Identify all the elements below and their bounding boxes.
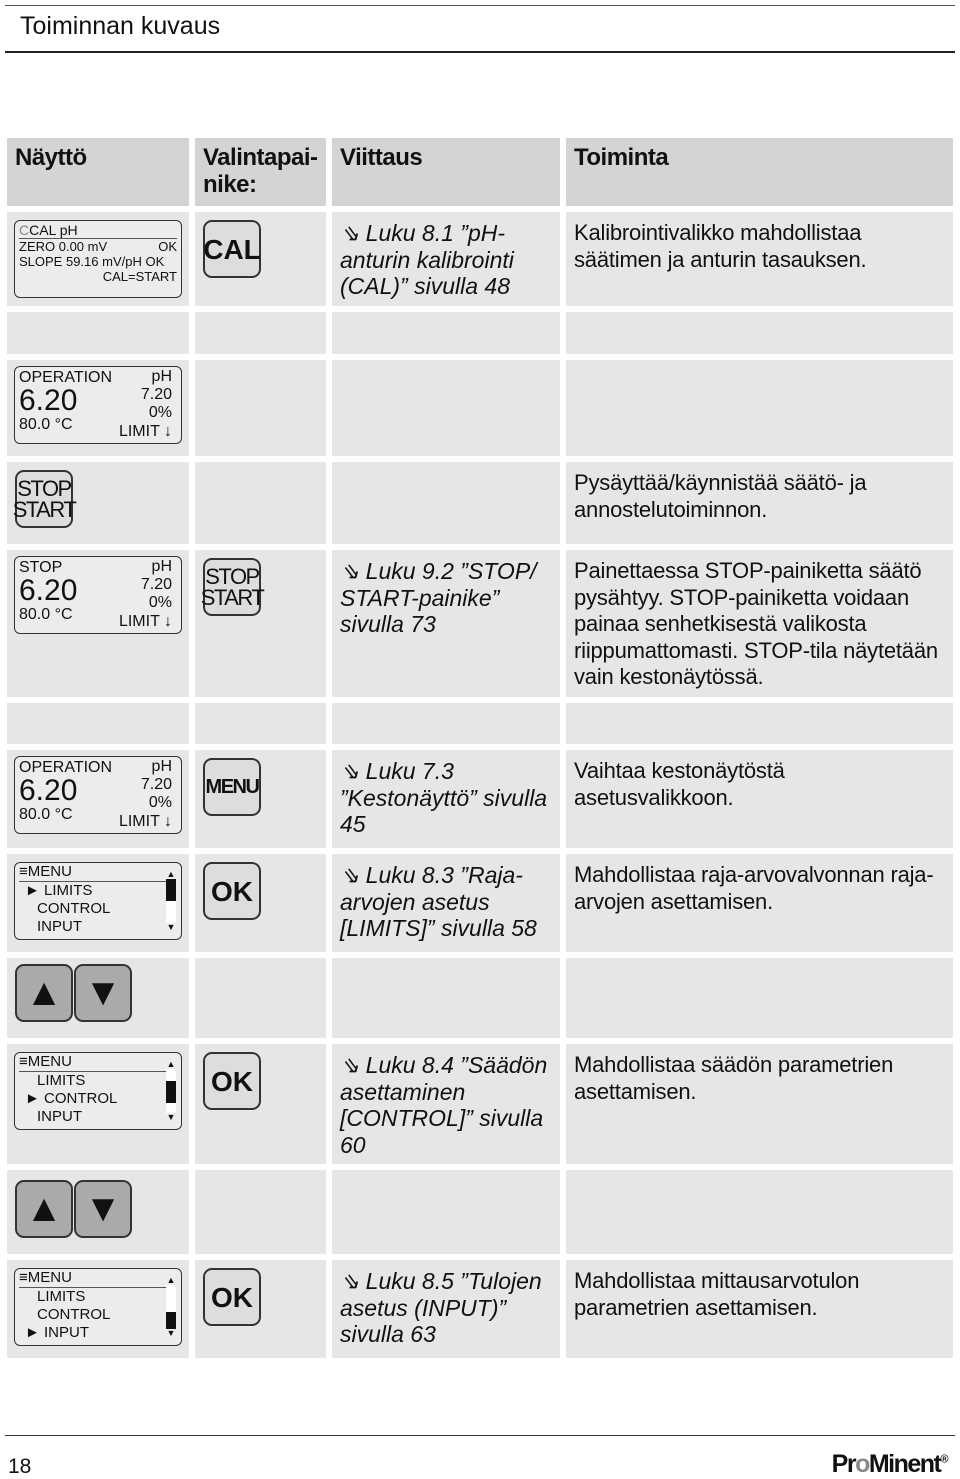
up-arrow-key[interactable]: ▲ bbox=[15, 1180, 73, 1238]
stop-lcd bbox=[14, 556, 182, 634]
empty-cell bbox=[195, 312, 326, 354]
header-display: Näyttö bbox=[7, 138, 189, 206]
cal-display-cell bbox=[7, 212, 189, 306]
menu-title: MENU bbox=[27, 1269, 72, 1286]
cal-key[interactable]: CAL bbox=[203, 220, 261, 278]
reference: ⇘ Luku 8.3 ”Raja-arvojen asetus [LIMITS]” sivulla 58 bbox=[332, 854, 560, 952]
menu-scrollbar[interactable] bbox=[166, 870, 176, 932]
reference: ⇘ Luku 8.4 ”Säädön asettaminen [CONTROL]” sivulla 60 bbox=[332, 1044, 560, 1164]
lcd-limit: LIMIT ↓ bbox=[118, 423, 172, 440]
lcd-unit: pH bbox=[151, 558, 172, 575]
reference: ⇘ Luku 9.2 ”STOP/ START-painike” sivulla 73 bbox=[332, 550, 560, 697]
ok-key[interactable]: OK bbox=[203, 1268, 261, 1326]
scroll-up-icon: ▲ bbox=[166, 1059, 176, 1069]
reference-link[interactable]: Luku 8.4 ”Säädön asettaminen [CONTROL]” sivulla 60 bbox=[340, 1052, 548, 1158]
key-cell bbox=[195, 1260, 326, 1358]
lcd-value: 6.20 bbox=[19, 774, 78, 807]
menu-title: MENU bbox=[27, 863, 72, 880]
menu-item: CONTROL bbox=[37, 1306, 111, 1323]
menu-scrollbar[interactable] bbox=[166, 1060, 176, 1122]
empty-cell bbox=[566, 1170, 953, 1254]
empty-cell bbox=[195, 360, 326, 456]
operation-lcd bbox=[14, 366, 182, 444]
empty-cell bbox=[332, 958, 560, 1038]
key-cell bbox=[195, 854, 326, 952]
arrow-keys-cell bbox=[7, 1170, 189, 1254]
ok-key[interactable]: OK bbox=[203, 1052, 261, 1110]
lcd-line: CAL=START bbox=[102, 269, 177, 284]
function-text: Kalibrointivalikko mahdollistaa säätimen ja anturin tasauksen. bbox=[566, 212, 953, 306]
reference: ⇘ Luku 8.5 ”Tulojen asetus (INPUT)” sivulla 63 bbox=[332, 1260, 560, 1358]
menu-item: LIMITS bbox=[37, 1288, 86, 1305]
menu-display-cell bbox=[7, 1260, 189, 1358]
reference-link[interactable]: Luku 8.3 ”Raja-arvojen asetus [LIMITS]” sivulla 58 bbox=[340, 862, 537, 941]
page-title: Toiminnan kuvaus bbox=[20, 12, 221, 40]
key-label: STOP bbox=[205, 564, 259, 589]
menu-title: MENU bbox=[27, 1053, 72, 1070]
empty-cell bbox=[332, 462, 560, 544]
empty-cell bbox=[332, 312, 560, 354]
key-cell bbox=[7, 462, 189, 544]
lcd-mode: OPERATION bbox=[19, 759, 113, 776]
key-label: START bbox=[200, 585, 264, 610]
lcd-line: CAL pH bbox=[29, 222, 78, 238]
empty-cell bbox=[195, 703, 326, 744]
empty-cell bbox=[332, 703, 560, 744]
header-reference: Viittaus bbox=[332, 138, 560, 206]
lcd-line: ZERO 0.00 mV bbox=[19, 239, 108, 254]
empty-cell bbox=[7, 703, 189, 744]
scrollbar-track bbox=[166, 1069, 176, 1081]
scrollbar-thumb[interactable] bbox=[166, 879, 176, 901]
lcd-setpoint: 7.20 bbox=[140, 776, 172, 793]
key-cell bbox=[195, 550, 326, 697]
key-label: START bbox=[12, 497, 76, 522]
operation-display-cell bbox=[7, 750, 189, 848]
menu-item: CONTROL bbox=[44, 1090, 118, 1107]
function-text: Vaihtaa kestonäytöstä asetusvalikkoon. bbox=[566, 750, 953, 848]
reference-link[interactable]: Luku 8.1 ”pH-anturin kalibrointi (CAL)” sivulla 48 bbox=[340, 220, 514, 299]
key-label: STOP bbox=[17, 476, 71, 501]
menu-item: INPUT bbox=[37, 918, 82, 935]
function-text: Mahdollistaa mittausarvotulon parametrien asettamisen. bbox=[566, 1260, 953, 1358]
header-key: Valintapai- nike: bbox=[195, 138, 326, 206]
menu-item: LIMITS bbox=[37, 1072, 86, 1089]
scrollbar-track bbox=[166, 901, 176, 923]
lcd-percent: 0% bbox=[148, 594, 172, 611]
lcd-unit: pH bbox=[151, 758, 172, 775]
lcd-percent: 0% bbox=[148, 404, 172, 421]
empty-cell bbox=[195, 1170, 326, 1254]
empty-cell bbox=[566, 360, 953, 456]
scroll-down-icon: ▼ bbox=[166, 1328, 176, 1338]
lcd-limit: LIMIT ↓ bbox=[118, 613, 172, 630]
lcd-percent: 0% bbox=[148, 794, 172, 811]
stop-start-key[interactable] bbox=[12, 470, 76, 528]
key-cell bbox=[195, 1044, 326, 1164]
menu-item: LIMITS bbox=[44, 882, 93, 899]
function-table bbox=[7, 138, 953, 1358]
menu-lcd: ≡MENU ► LIMITS CONTROL INPUT ▲ ▼ bbox=[14, 862, 182, 940]
lcd-mode: STOP bbox=[19, 559, 63, 576]
empty-cell bbox=[566, 958, 953, 1038]
lcd-value: 6.20 bbox=[19, 384, 78, 417]
function-text: Painettaessa STOP-painiketta säätö pysähtyy. STOP-painiketta voidaan painaa senhetkisestä valikosta riippumattomasti. STOP-tila näytetään vain kestonäytössä. bbox=[566, 550, 953, 697]
stop-display-cell bbox=[7, 550, 189, 697]
function-text: Mahdollistaa raja-arvovalvonnan raja-arvojen asettamisen. bbox=[566, 854, 953, 952]
arrow-keys-cell bbox=[7, 958, 189, 1038]
lcd-line: SLOPE 59.16 mV/pH OK bbox=[19, 254, 165, 269]
operation-display-cell bbox=[7, 360, 189, 456]
scrollbar-thumb[interactable] bbox=[166, 1081, 176, 1103]
empty-cell bbox=[332, 1170, 560, 1254]
cal-lcd: CCAL pH ZERO 0.00 mV OK SLOPE 59.16 mV/pH OK CAL=START bbox=[14, 220, 182, 298]
reference-link[interactable]: Luku 7.3 ”Kestonäyttö” sivulla 45 bbox=[340, 758, 548, 837]
scroll-down-icon: ▼ bbox=[166, 922, 176, 932]
key-cell bbox=[195, 212, 326, 306]
reference: ⇘ Luku 7.3 ”Kestonäyttö” sivulla 45 bbox=[332, 750, 560, 848]
lcd-temp: 80.0 °C bbox=[19, 416, 73, 433]
title-rule bbox=[5, 51, 955, 53]
function-text: Pysäyttää/käynnistää säätö- ja annostelutoiminnon. bbox=[566, 462, 953, 544]
reference-link[interactable]: Luku 9.2 ”STOP/ START-painike” sivulla 73 bbox=[340, 558, 537, 637]
key-cell bbox=[195, 750, 326, 848]
top-rule bbox=[5, 5, 955, 6]
menu-item: INPUT bbox=[37, 1108, 82, 1125]
empty-cell bbox=[566, 312, 953, 354]
lcd-setpoint: 7.20 bbox=[140, 576, 172, 593]
empty-cell bbox=[332, 360, 560, 456]
scroll-up-icon: ▲ bbox=[166, 869, 176, 879]
ok-key[interactable]: OK bbox=[203, 862, 261, 920]
empty-cell bbox=[195, 462, 326, 544]
header-function: Toiminta bbox=[566, 138, 953, 206]
scrollbar-thumb[interactable] bbox=[166, 1312, 176, 1329]
empty-cell bbox=[7, 312, 189, 354]
reference-link[interactable]: Luku 8.5 ”Tulojen asetus (INPUT)” sivulla 63 bbox=[340, 1268, 542, 1347]
lcd-temp: 80.0 °C bbox=[19, 606, 73, 623]
reference: ⇘ Luku 8.1 ”pH-anturin kalibrointi (CAL)” sivulla 48 bbox=[332, 212, 560, 306]
down-arrow-key[interactable]: ▼ bbox=[74, 964, 132, 1022]
lcd-limit: LIMIT ↓ bbox=[118, 813, 172, 830]
scroll-down-icon: ▼ bbox=[166, 1112, 176, 1122]
menu-item: CONTROL bbox=[37, 900, 111, 917]
menu-lcd: ≡MENU LIMITS ► CONTROL INPUT ▲ ▼ bbox=[14, 1052, 182, 1130]
function-text: Mahdollistaa säädön parametrien asettamisen. bbox=[566, 1044, 953, 1164]
down-arrow-key[interactable]: ▼ bbox=[74, 1180, 132, 1238]
lcd-setpoint: 7.20 bbox=[140, 386, 172, 403]
lcd-temp: 80.0 °C bbox=[19, 806, 73, 823]
up-arrow-key[interactable]: ▲ bbox=[15, 964, 73, 1022]
scrollbar-track bbox=[166, 1285, 176, 1312]
empty-cell bbox=[566, 703, 953, 744]
menu-key[interactable]: MENU bbox=[203, 758, 261, 816]
scroll-up-icon: ▲ bbox=[166, 1275, 176, 1285]
menu-item: INPUT bbox=[44, 1324, 90, 1341]
page-number: 18 bbox=[8, 1455, 32, 1478]
menu-display-cell bbox=[7, 1044, 189, 1164]
empty-cell bbox=[195, 958, 326, 1038]
lcd-line: OK bbox=[158, 239, 177, 254]
menu-display-cell bbox=[7, 854, 189, 952]
footer-rule bbox=[5, 1435, 955, 1436]
lcd-mode: OPERATION bbox=[19, 369, 113, 386]
lcd-value: 6.20 bbox=[19, 574, 78, 607]
stop-start-key[interactable] bbox=[200, 558, 264, 616]
prominent-logo: ProMinent® bbox=[831, 1450, 947, 1478]
operation-lcd bbox=[14, 756, 182, 834]
lcd-unit: pH bbox=[151, 368, 172, 385]
menu-scrollbar[interactable] bbox=[166, 1276, 176, 1338]
menu-lcd: ≡MENU LIMITS CONTROL ► INPUT ▲ ▼ bbox=[14, 1268, 182, 1346]
